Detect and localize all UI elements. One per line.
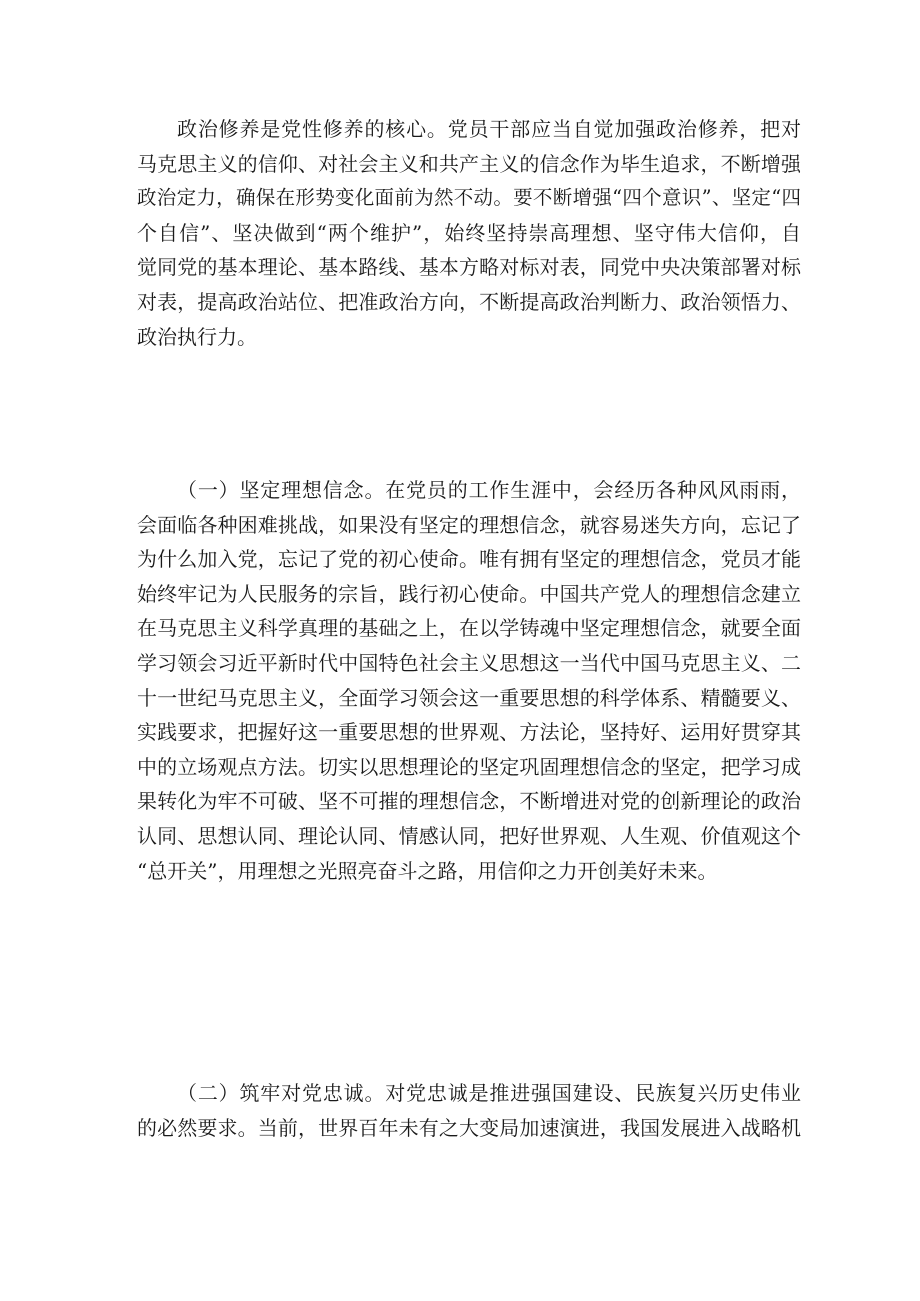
paragraph-line: 政治定力，确保在形势变化面前为然不动。要不断增强“四个意识”、坚定“四 bbox=[137, 186, 801, 210]
paragraph-loyalty bbox=[137, 1076, 801, 1145]
paragraph-line: 对表，提高政治站位、把准政治方向，不断提高政治判断力、政治领悟力、 bbox=[137, 289, 801, 314]
paragraph-line: 会面临各种困难挑战，如果没有坚定的理想信念，就容易迷失方向，忘记了 bbox=[137, 512, 801, 537]
paragraph-line: 政治修养是党性修养的核心。党员干部应当自觉加强政治修养，把对 bbox=[177, 117, 801, 141]
paragraph-line: 个自信”、坚决做到“两个维护”，始终坚持崇高理想、坚守伟大信仰，自 bbox=[137, 220, 801, 245]
paragraph-line: 中的立场观点方法。切实以思想理论的坚定巩固理想信念的坚定，把学习成 bbox=[137, 754, 801, 779]
paragraph-line: 果转化为牢不可破、坚不可摧的理想信念，不断增进对党的创新理论的政治 bbox=[137, 789, 801, 814]
paragraph-line: 学习领会习近平新时代中国特色社会主义思想这一当代中国马克思主义、二 bbox=[137, 650, 801, 675]
paragraph-line: 马克思主义的信仰、对社会主义和共产主义的信念作为毕生追求，不断增强 bbox=[137, 151, 801, 176]
paragraph-line: 的必然要求。当前，世界百年未有之大变局加速演进，我国发展进入战略机 bbox=[137, 1115, 801, 1140]
paragraph-line: （一）坚定理想信念。在党员的工作生涯中，会经历各种风风雨雨， bbox=[177, 478, 801, 502]
paragraph-line: 认同、思想认同、理论认同、情感认同，把好世界观、人生观、价值观这个 bbox=[137, 823, 801, 848]
paragraph-line: “总开关”，用理想之光照亮奋斗之路，用信仰之力开创美好未来。 bbox=[137, 858, 718, 883]
paragraph-political-cultivation bbox=[137, 112, 801, 354]
paragraph-line: 实践要求，把握好这一重要思想的世界观、方法论，坚持好、运用好贯穿其 bbox=[137, 720, 801, 745]
paragraph-line: 政治执行力。 bbox=[137, 324, 257, 349]
paragraph-line: 始终牢记为人民服务的宗旨，践行初心使命。中国共产党人的理想信念建立 bbox=[137, 581, 801, 606]
paragraph-line: 十一世纪马克思主义，全面学习领会这一重要思想的科学体系、精髓要义、 bbox=[137, 685, 801, 710]
paragraph-line: （二）筑牢对党忠诚。对党忠诚是推进强国建设、民族复兴历史伟业 bbox=[177, 1081, 801, 1105]
paragraph-line: 为什么加入党，忘记了党的初心使命。唯有拥有坚定的理想信念，党员才能 bbox=[137, 547, 801, 572]
paragraph-line: 在马克思主义科学真理的基础之上，在以学铸魂中坚定理想信念，就要全面 bbox=[137, 616, 801, 641]
paragraph-line: 觉同党的基本理论、基本路线、基本方略对标对表，同党中央决策部署对标 bbox=[137, 255, 801, 280]
paragraph-firm-ideals bbox=[137, 473, 801, 888]
